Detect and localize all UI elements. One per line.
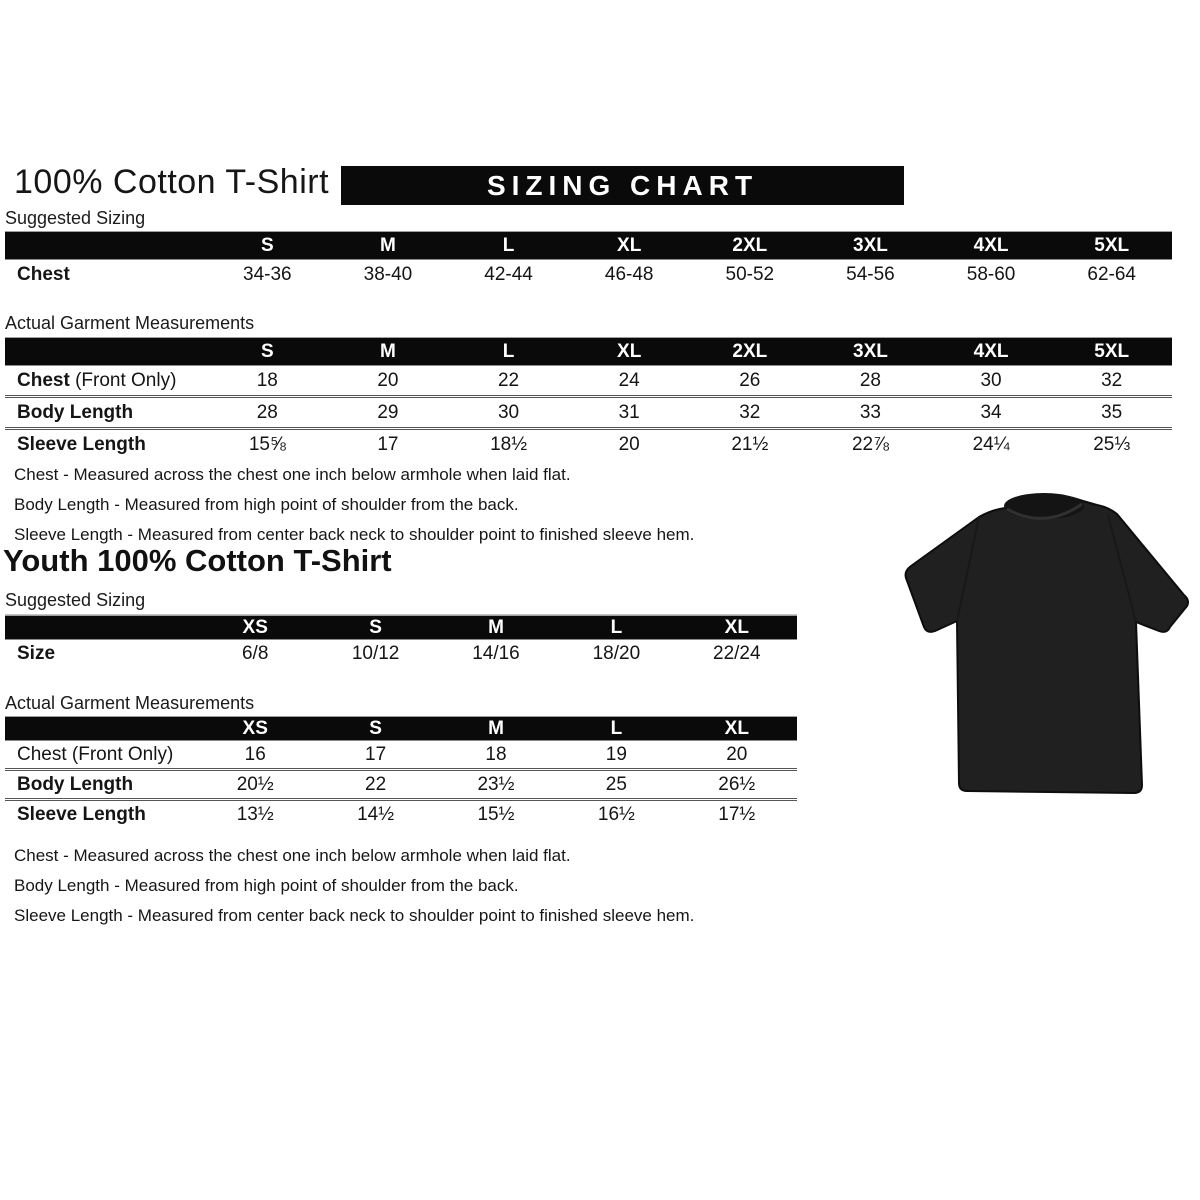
size-column-header: 5XL	[1051, 338, 1172, 366]
measurement-value: 32	[690, 397, 811, 429]
page-title: 100% Cotton T-Shirt	[14, 163, 330, 201]
adult-actual-measurements-table	[5, 337, 1172, 459]
note-chest: Chest - Measured across the chest one inch below armhole when laid flat.	[14, 846, 571, 865]
measurement-row	[5, 640, 797, 668]
youth-section-title: Youth 100% Cotton T-Shirt	[3, 543, 392, 578]
measurement-value: 15½	[436, 800, 556, 829]
youth-actual-measurements-table	[5, 716, 797, 828]
size-column-header: M	[328, 232, 449, 260]
measurement-value: 10/12	[351, 642, 400, 664]
measurement-value: 23½	[436, 770, 556, 800]
measurement-value: 21½	[690, 429, 811, 460]
measurement-value: 33	[810, 397, 931, 429]
measurement-row	[5, 741, 797, 770]
measurement-value: 32	[1101, 369, 1123, 391]
measurement-value: 13½	[195, 800, 315, 829]
measurement-value: 6/8	[241, 642, 269, 664]
measurement-row	[5, 429, 1172, 460]
measurement-value: 54-56	[846, 263, 895, 285]
size-column-header: M	[328, 338, 449, 366]
measurement-value: 58-60	[966, 263, 1016, 285]
measurement-value: 18	[485, 743, 507, 765]
measurement-value: 34	[931, 397, 1052, 429]
measurement-value: 17	[365, 743, 387, 765]
measurement-row	[5, 800, 797, 829]
size-column-header: 3XL	[810, 232, 931, 260]
measurement-value: 17	[328, 429, 449, 460]
size-column-header: XL	[569, 338, 690, 366]
measurement-value: 16½	[556, 800, 676, 829]
size-column-header: S	[315, 717, 435, 741]
measurement-value: 15⅝	[207, 429, 328, 460]
size-column-header: XL	[569, 232, 690, 260]
size-column-header: M	[436, 616, 556, 640]
measurement-value: 46-48	[604, 263, 654, 285]
size-column-header: L	[556, 717, 676, 741]
measurement-row	[5, 366, 1172, 397]
size-column-header: M	[436, 717, 556, 741]
measurement-row-label: Body Length	[5, 397, 207, 429]
measurement-value: 25⅓	[1051, 429, 1172, 460]
measurement-value: 24¼	[931, 429, 1052, 460]
youth-actual-measurements-label: Actual Garment Measurements	[5, 693, 797, 718]
adult-actual-measurements-label: Actual Garment Measurements	[5, 313, 1172, 338]
measurement-row-label: Chest (Front Only)	[17, 369, 177, 391]
measurement-row	[5, 260, 1172, 290]
size-column-header: L	[448, 338, 569, 366]
measurement-row-label: Size	[17, 642, 56, 664]
measurement-value: 14½	[315, 800, 435, 829]
measurement-value: 22⅞	[810, 429, 931, 460]
measurement-row-label: Sleeve Length	[5, 800, 195, 829]
size-column-header: S	[315, 616, 435, 640]
size-header-row	[5, 338, 1172, 366]
adult-suggested-sizing-label: Suggested Sizing	[5, 208, 1172, 233]
measurement-value: 20	[377, 369, 399, 391]
measurement-value: 38-40	[363, 263, 413, 285]
size-header-row	[5, 232, 1172, 260]
tshirt-icon	[895, 486, 1195, 804]
measurement-value: 14/16	[472, 642, 520, 664]
size-header-row	[5, 717, 797, 741]
youth-suggested-sizing-label: Suggested Sizing	[5, 590, 797, 615]
size-column-header: S	[207, 338, 328, 366]
size-column-header: 2XL	[690, 338, 811, 366]
measurement-row-label: Body Length	[5, 770, 195, 800]
measurement-value: 31	[569, 397, 690, 429]
size-column-header: 2XL	[690, 232, 811, 260]
size-column-header: XL	[677, 616, 797, 640]
measurement-value: 30	[980, 369, 1002, 391]
size-column-header: L	[448, 232, 569, 260]
measurement-value: 26½	[677, 770, 797, 800]
measurement-value: 20½	[195, 770, 315, 800]
size-header-row	[5, 616, 797, 640]
measurement-value: 17½	[677, 800, 797, 829]
size-column-header: 4XL	[931, 232, 1052, 260]
note-sleeve-length: Sleeve Length - Measured from center back neck to shoulder point to finished sleeve hem.	[14, 906, 695, 925]
adult-measurement-notes	[14, 460, 694, 550]
measurement-value: 50-52	[725, 263, 775, 285]
black-tshirt-image	[895, 486, 1195, 804]
measurement-value: 20	[726, 743, 748, 765]
measurement-row	[5, 397, 1172, 429]
measurement-row-label: Chest	[17, 263, 70, 285]
measurement-value: 16	[244, 743, 266, 765]
measurement-value: 22	[497, 369, 520, 391]
sizing-chart-banner: SIZING CHART	[341, 166, 904, 205]
measurement-value: 42-44	[484, 263, 533, 285]
size-column-header: XS	[195, 717, 315, 741]
measurement-value: 35	[1051, 397, 1172, 429]
measurement-value: 28	[207, 397, 328, 429]
note-chest: Chest - Measured across the chest one inch below armhole when laid flat.	[14, 465, 571, 484]
measurement-value: 20	[569, 429, 690, 460]
size-column-header: S	[207, 232, 328, 260]
size-column-header: 5XL	[1051, 232, 1172, 260]
row-label-header-cell	[5, 717, 195, 741]
measurement-value: 25	[556, 770, 676, 800]
size-column-header: 3XL	[810, 338, 931, 366]
size-column-header: 4XL	[931, 338, 1052, 366]
row-label-header-cell	[5, 232, 207, 260]
youth-measurement-notes	[14, 841, 694, 931]
measurement-value: 22	[315, 770, 435, 800]
measurement-value: 34-36	[243, 263, 292, 285]
size-column-header: XL	[677, 717, 797, 741]
youth-suggested-sizing-table	[5, 615, 797, 667]
note-body-length: Body Length - Measured from high point of shoulder from the back.	[14, 495, 519, 514]
measurement-value: 18	[256, 369, 278, 391]
adult-suggested-sizing-table	[5, 231, 1172, 289]
measurement-value: 24	[618, 369, 640, 391]
measurement-value: 19	[605, 743, 627, 765]
size-column-header: XS	[195, 616, 315, 640]
measurement-value: 62-64	[1087, 263, 1136, 285]
measurement-row	[5, 770, 797, 800]
note-body-length: Body Length - Measured from high point of shoulder from the back.	[14, 876, 519, 895]
measurement-value: 30	[448, 397, 569, 429]
note-sleeve-length: Sleeve Length - Measured from center back neck to shoulder point to finished sleeve hem.	[14, 525, 695, 544]
row-label-header-cell	[5, 338, 207, 366]
measurement-row-label: Sleeve Length	[5, 429, 207, 460]
row-label-header-cell	[5, 616, 195, 640]
measurement-value: 26	[739, 369, 761, 391]
measurement-value: 18½	[448, 429, 569, 460]
measurement-row-label: Chest (Front Only)	[17, 743, 174, 765]
measurement-value: 29	[328, 397, 449, 429]
size-column-header: L	[556, 616, 676, 640]
measurement-value: 22/24	[713, 642, 761, 664]
measurement-value: 28	[859, 369, 881, 391]
measurement-value: 18/20	[592, 642, 641, 664]
